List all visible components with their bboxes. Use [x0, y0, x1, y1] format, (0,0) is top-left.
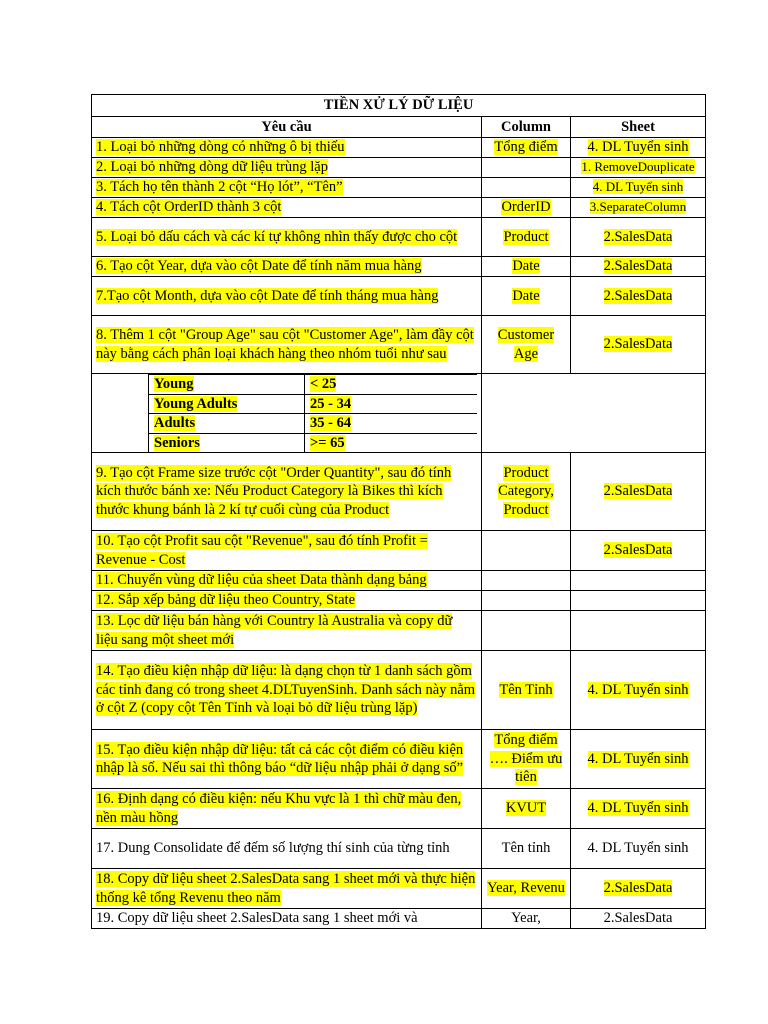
table-row — [92, 198, 706, 218]
column-cell — [482, 316, 571, 374]
requirement-cell-text: 6. Tạo cột Year, dựa vào cột Date để tính năm mua hàng — [96, 258, 422, 275]
age-range-text: 25 - 34 — [310, 395, 352, 412]
column-cell — [482, 531, 571, 571]
column-cell — [482, 730, 571, 789]
column-cell-text: Tổng điểm — [494, 139, 558, 156]
requirement-cell-text: 11. Chuyển vùng dữ liệu của sheet Data thành dạng bảng — [96, 572, 427, 589]
age-group-cell — [149, 414, 305, 434]
requirement-cell-text: 10. Tạo cột Profit sau cột "Revenue", sau đó tính Profit = Revenue - Cost — [96, 533, 428, 568]
sheet-cell-text: 4. DL Tuyển sinh — [587, 750, 689, 767]
column-cell-text: Tên tỉnh — [501, 840, 551, 857]
column-cell-text: Date — [512, 258, 540, 275]
table-row — [92, 789, 706, 829]
sheet-cell — [571, 218, 706, 257]
column-cell-text: Date — [512, 287, 540, 304]
requirement-cell-text: 14. Tạo điều kiện nhập dữ liệu: là dạng chọn từ 1 danh sách gồm các tỉnh đang có trong sheet 4.DLTuyenSinh. Danh sách này nằm ở cột Z (copy cột Tên Tỉnh và loại bỏ dữ liệu trùng lặp) — [96, 663, 476, 717]
table-row — [92, 138, 706, 158]
column-cell-text: KVUT — [505, 800, 547, 817]
column-cell-text: Year, — [511, 910, 541, 927]
requirement-cell — [92, 611, 482, 651]
sheet-cell-text: 4. DL Tuyển sinh — [587, 800, 689, 817]
column-cell — [482, 611, 571, 651]
table-row — [92, 651, 706, 730]
sheet-cell — [571, 178, 706, 198]
age-group-text: Adults — [154, 415, 196, 431]
requirement-cell — [92, 909, 482, 929]
table-row — [92, 453, 706, 531]
age-range-text: >= 65 — [310, 434, 345, 451]
column-cell — [482, 257, 571, 277]
age-range-text: < 25 — [310, 376, 337, 392]
requirement-cell-text: 1. Loại bỏ những dòng có những ô bị thiếu — [96, 139, 345, 156]
age-range-text: 35 - 64 — [310, 415, 352, 431]
table-row — [92, 829, 706, 869]
column-cell — [482, 591, 571, 611]
sheet-cell — [571, 789, 706, 829]
age-group-indent — [96, 374, 148, 452]
sheet-cell — [571, 829, 706, 869]
sheet-cell-text: 4. DL Tuyển sinh — [587, 139, 689, 156]
sheet-cell-text: 4. DL Tuyển sinh — [592, 179, 684, 195]
sheet-cell-text: 2.SalesData — [603, 258, 673, 275]
requirement-cell — [92, 138, 482, 158]
column-cell — [482, 218, 571, 257]
age-group-item — [149, 375, 478, 395]
requirement-cell — [92, 257, 482, 277]
sheet-cell — [571, 316, 706, 374]
sheet-cell-text: 3.SeparateColumn — [589, 199, 687, 215]
age-range-cell — [305, 414, 478, 434]
sheet-cell — [571, 869, 706, 909]
column-cell — [482, 158, 571, 178]
column-cell-text: OrderID — [501, 199, 551, 216]
sheet-cell-text: 2.SalesData — [603, 336, 673, 353]
column-cell — [482, 138, 571, 158]
column-cell — [482, 571, 571, 591]
requirement-cell — [92, 198, 482, 218]
requirement-cell — [92, 453, 482, 531]
table-row — [92, 571, 706, 591]
sheet-cell-text: 2.SalesData — [603, 287, 673, 304]
requirement-cell — [92, 730, 482, 789]
requirement-cell-text: 17. Dung Consolidate để đếm số lượng thí sinh của từng tỉnh — [96, 840, 450, 857]
sheet-cell-text: 2.SalesData — [603, 880, 673, 897]
header-requirement: Yêu cầu — [92, 116, 482, 138]
requirement-cell — [92, 829, 482, 869]
column-cell — [482, 277, 571, 316]
header-sheet: Sheet — [571, 116, 706, 138]
requirement-cell — [92, 789, 482, 829]
age-group-item — [149, 394, 478, 414]
table-row — [92, 531, 706, 571]
sheet-cell-text: 4. DL Tuyển sinh — [587, 840, 689, 857]
column-cell-text: Product Category, Product — [498, 464, 554, 518]
sheet-cell — [571, 198, 706, 218]
requirement-cell — [92, 591, 482, 611]
sheet-cell — [571, 453, 706, 531]
requirement-cell-text: 8. Thêm 1 cột "Group Age" sau cột "Customer Age", làm đầy cột này bằng cách phân loại khách hàng theo nhóm tuổi như sau — [96, 327, 474, 362]
requirement-cell-text: 13. Lọc dữ liệu bán hàng với Country là Australia và copy dữ liệu sang một sheet mới — [96, 613, 453, 648]
sheet-cell — [571, 277, 706, 316]
age-group-row — [92, 374, 706, 453]
requirement-cell-text: 12. Sắp xếp bảng dữ liệu theo Country, State — [96, 592, 356, 609]
requirement-cell — [92, 531, 482, 571]
column-cell-text: Product — [503, 228, 549, 245]
age-group-text: Young — [154, 376, 194, 392]
sheet-cell-text: 2.SalesData — [603, 910, 673, 927]
age-group-empty — [482, 374, 706, 453]
requirement-cell — [92, 316, 482, 374]
age-group-table — [148, 374, 477, 452]
table-row — [92, 257, 706, 277]
age-range-cell — [305, 394, 478, 414]
requirement-cell-text: 19. Copy dữ liệu sheet 2.SalesData sang 1 sheet mới và — [96, 910, 418, 927]
age-group-text: Seniors — [154, 434, 200, 451]
header-column: Column — [482, 116, 571, 138]
sheet-cell — [571, 138, 706, 158]
requirement-cell — [92, 651, 482, 730]
sheet-cell — [571, 611, 706, 651]
column-cell — [482, 651, 571, 730]
requirement-cell-text: 15. Tạo điều kiện nhập dữ liệu: tất cả các cột điểm có điều kiện nhập là số. Nếu sai thì thông báo “dữ liệu nhập phải ở dạng số” — [96, 741, 464, 776]
requirement-cell-text: 18. Copy dữ liệu sheet 2.SalesData sang 1 sheet mới và thực hiện thống kê tổng Revenu theo năm — [96, 871, 476, 906]
requirement-cell-text: 9. Tạo cột Frame size trước cột "Order Quantity", sau đó tính kích thước bánh xe: Nếu Product Category là Bikes thì kích thước khung bánh là 2 kí tự cuối cùng của Product — [96, 464, 452, 518]
table-row — [92, 869, 706, 909]
table-title: TIỀN XỬ LÝ DỮ LIỆU — [92, 95, 706, 117]
table-row — [92, 277, 706, 316]
age-group-holder — [92, 374, 482, 453]
age-range-cell — [305, 375, 478, 395]
age-group-cell — [149, 375, 305, 395]
sheet-cell — [571, 909, 706, 929]
preprocessing-table — [91, 94, 706, 929]
column-cell — [482, 909, 571, 929]
age-group-item — [149, 414, 478, 434]
age-group-text: Young Adults — [154, 395, 238, 412]
table-row — [92, 218, 706, 257]
column-cell — [482, 453, 571, 531]
sheet-cell — [571, 651, 706, 730]
column-cell — [482, 869, 571, 909]
requirement-cell — [92, 277, 482, 316]
requirement-cell — [92, 158, 482, 178]
age-group-item — [149, 433, 478, 452]
table-row — [92, 178, 706, 198]
sheet-cell — [571, 571, 706, 591]
header-row — [92, 116, 706, 138]
table-row — [92, 591, 706, 611]
sheet-cell-text: 4. DL Tuyển sinh — [587, 681, 689, 698]
requirement-cell-text: 5. Loại bỏ dấu cách và các kí tự không nhìn thấy được cho cột — [96, 228, 458, 245]
requirement-cell — [92, 218, 482, 257]
requirement-cell — [92, 178, 482, 198]
table-row — [92, 611, 706, 651]
column-cell — [482, 829, 571, 869]
column-cell — [482, 198, 571, 218]
requirement-cell-text: 4. Tách cột OrderID thành 3 cột — [96, 199, 282, 216]
requirement-cell-text: 2. Loại bỏ những dòng dữ liệu trùng lặp — [96, 159, 328, 176]
requirement-cell — [92, 571, 482, 591]
requirement-cell-text: 3. Tách họ tên thành 2 cột “Họ lót”, “Tên” — [96, 179, 343, 196]
sheet-cell-text: 2.SalesData — [603, 228, 673, 245]
age-group-cell — [149, 394, 305, 414]
sheet-cell-text: 2.SalesData — [603, 483, 673, 500]
table-row — [92, 909, 706, 929]
title-row — [92, 95, 706, 117]
sheet-cell — [571, 730, 706, 789]
sheet-cell — [571, 257, 706, 277]
requirement-cell-text: 7.Tạo cột Month, dựa vào cột Date để tính tháng mua hàng — [96, 287, 439, 304]
column-cell — [482, 789, 571, 829]
column-cell-text: Customer Age — [497, 327, 555, 362]
column-cell — [482, 178, 571, 198]
sheet-cell — [571, 531, 706, 571]
table-row — [92, 158, 706, 178]
sheet-cell-text: 1. RemoveDouplicate — [581, 159, 695, 175]
age-range-cell — [305, 433, 478, 452]
sheet-cell — [571, 591, 706, 611]
age-group-cell — [149, 433, 305, 452]
column-cell-text: Tên Tỉnh — [499, 681, 553, 698]
requirement-cell-text: 16. Định dạng có điều kiện: nếu Khu vực là 1 thì chữ màu đen, nền màu hồng — [96, 791, 462, 826]
column-cell-text: Year, Revenu — [487, 880, 565, 897]
table-row — [92, 730, 706, 789]
column-cell-text: Tổng điểm …. Điểm ưu tiên — [489, 732, 563, 786]
sheet-cell — [571, 158, 706, 178]
table-row — [92, 316, 706, 374]
requirement-cell — [92, 869, 482, 909]
sheet-cell-text: 2.SalesData — [603, 542, 673, 559]
